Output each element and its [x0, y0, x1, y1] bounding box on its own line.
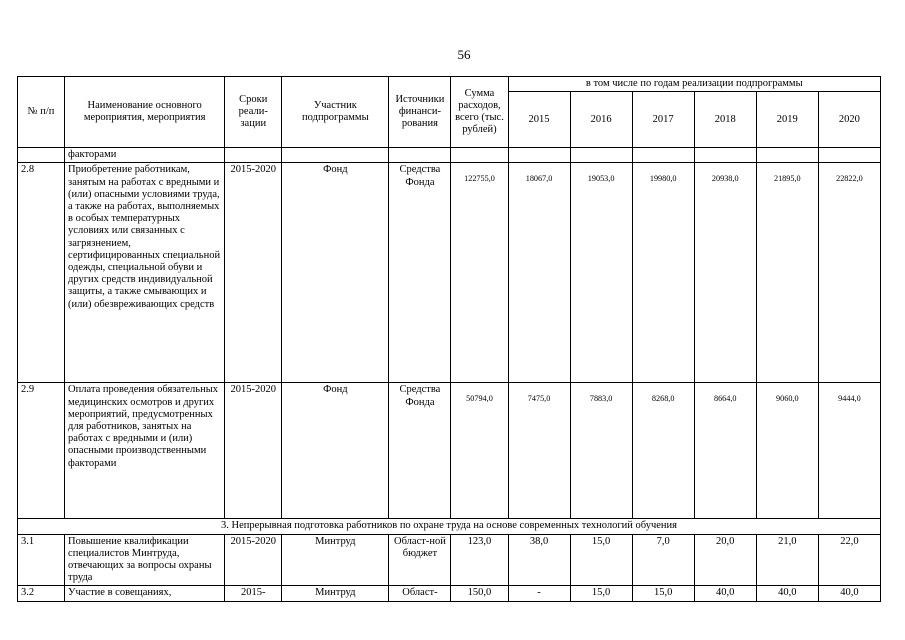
row-year-value: 7475,0 [508, 383, 570, 519]
row-num: 2.9 [18, 383, 65, 519]
header-sources: Источники финанси-рования [389, 77, 451, 148]
row-participant: Минтруд [282, 534, 389, 586]
table-row [18, 534, 881, 586]
row-num: 3.2 [18, 586, 65, 601]
header-year: 2020 [818, 92, 880, 148]
row-terms: 2015-2020 [225, 163, 282, 383]
row-year-value: - [508, 586, 570, 601]
header-row [18, 77, 881, 92]
row-year-value: 40,0 [756, 586, 818, 601]
row-name: Участие в совещаниях, [65, 586, 225, 601]
row-year-value: 22,0 [818, 534, 880, 586]
row-terms: 2015-2020 [225, 383, 282, 519]
page-number: 56 [457, 47, 471, 62]
header-terms: Сроки реали-зации [225, 77, 282, 148]
row-source: Област-ной бюджет [389, 534, 451, 586]
row-year-value: 18067,0 [508, 163, 570, 383]
header-participant: Участник подпрограммы [282, 77, 389, 148]
row-participant: Фонд [282, 383, 389, 519]
row-year-value: 9060,0 [756, 383, 818, 519]
row-name: Приобретение работникам, занятым на работах с вредными и (или) опасными условиями труда, а также на работах, выполняемых в особых температурных условиях или связанных с загрязнением, сертифицированных специальной одежды, специальной обуви и других средств индивидуальной защиты, а также смывающих и (или) обезвреживающих средств [65, 163, 225, 383]
row-source: Средства Фонда [389, 383, 451, 519]
row-year-value: 22822,0 [818, 163, 880, 383]
row-year-value: 7883,0 [570, 383, 632, 519]
row-name: Оплата проведения обязательных медицинских осмотров и других мероприятий, предусмотренных для работников, занятых на работах с вредными и (или) опасными производственными факторами [65, 383, 225, 519]
row-num: 3.1 [18, 534, 65, 586]
header-by-year: в том числе по годам реализации подпрограммы [508, 77, 880, 92]
table-row [18, 586, 881, 601]
row-participant: Фонд [282, 163, 389, 383]
section-title: 3. Непрерывная подготовка работников по охране труда на основе современных технологий обучения [18, 519, 881, 534]
cell-empty [451, 148, 508, 163]
cell-empty [282, 148, 389, 163]
header-year: 2016 [570, 92, 632, 148]
cell-empty [570, 148, 632, 163]
cell-empty [225, 148, 282, 163]
row-year-value: 15,0 [632, 586, 694, 601]
header-total: Сумма расходов, всего (тыс. рублей) [451, 77, 508, 148]
header-year: 2019 [756, 92, 818, 148]
cell-empty [632, 148, 694, 163]
row-terms: 2015-2020 [225, 534, 282, 586]
row-num: 2.8 [18, 163, 65, 383]
cell-empty [756, 148, 818, 163]
header-year: 2015 [508, 92, 570, 148]
header-name: Наименование основного мероприятия, мероприятия [65, 77, 225, 148]
header-num: № п/п [18, 77, 65, 148]
row-year-value: 15,0 [570, 586, 632, 601]
header-year: 2018 [694, 92, 756, 148]
row-year-value: 21,0 [756, 534, 818, 586]
row-total: 122755,0 [451, 163, 508, 383]
row-year-value: 40,0 [694, 586, 756, 601]
row-total: 50794,0 [451, 383, 508, 519]
section-row [18, 519, 881, 534]
row-year-value: 19053,0 [570, 163, 632, 383]
row-name: Повышение квалификации специалистов Минтруда, отвечающих за вопросы охраны труда [65, 534, 225, 586]
cell-empty [389, 148, 451, 163]
row-total: 123,0 [451, 534, 508, 586]
table-row [18, 383, 881, 519]
row-year-value: 38,0 [508, 534, 570, 586]
row-total: 150,0 [451, 586, 508, 601]
row-participant: Минтруд [282, 586, 389, 601]
cell-empty [818, 148, 880, 163]
cell-empty [694, 148, 756, 163]
cell-empty [508, 148, 570, 163]
row-source: Област- [389, 586, 451, 601]
table-row [18, 163, 881, 383]
row-year-value: 21895,0 [756, 163, 818, 383]
row-source: Средства Фонда [389, 163, 451, 383]
header-year: 2017 [632, 92, 694, 148]
row-year-value: 7,0 [632, 534, 694, 586]
row-year-value: 20938,0 [694, 163, 756, 383]
cell-empty [18, 148, 65, 163]
row-year-value: 8664,0 [694, 383, 756, 519]
budget-table [17, 76, 881, 602]
continuation-text: факторами [65, 148, 225, 163]
continuation-row [18, 148, 881, 163]
row-year-value: 9444,0 [818, 383, 880, 519]
row-year-value: 15,0 [570, 534, 632, 586]
row-terms: 2015- [225, 586, 282, 601]
row-year-value: 8268,0 [632, 383, 694, 519]
row-year-value: 19980,0 [632, 163, 694, 383]
row-year-value: 20,0 [694, 534, 756, 586]
row-year-value: 40,0 [818, 586, 880, 601]
